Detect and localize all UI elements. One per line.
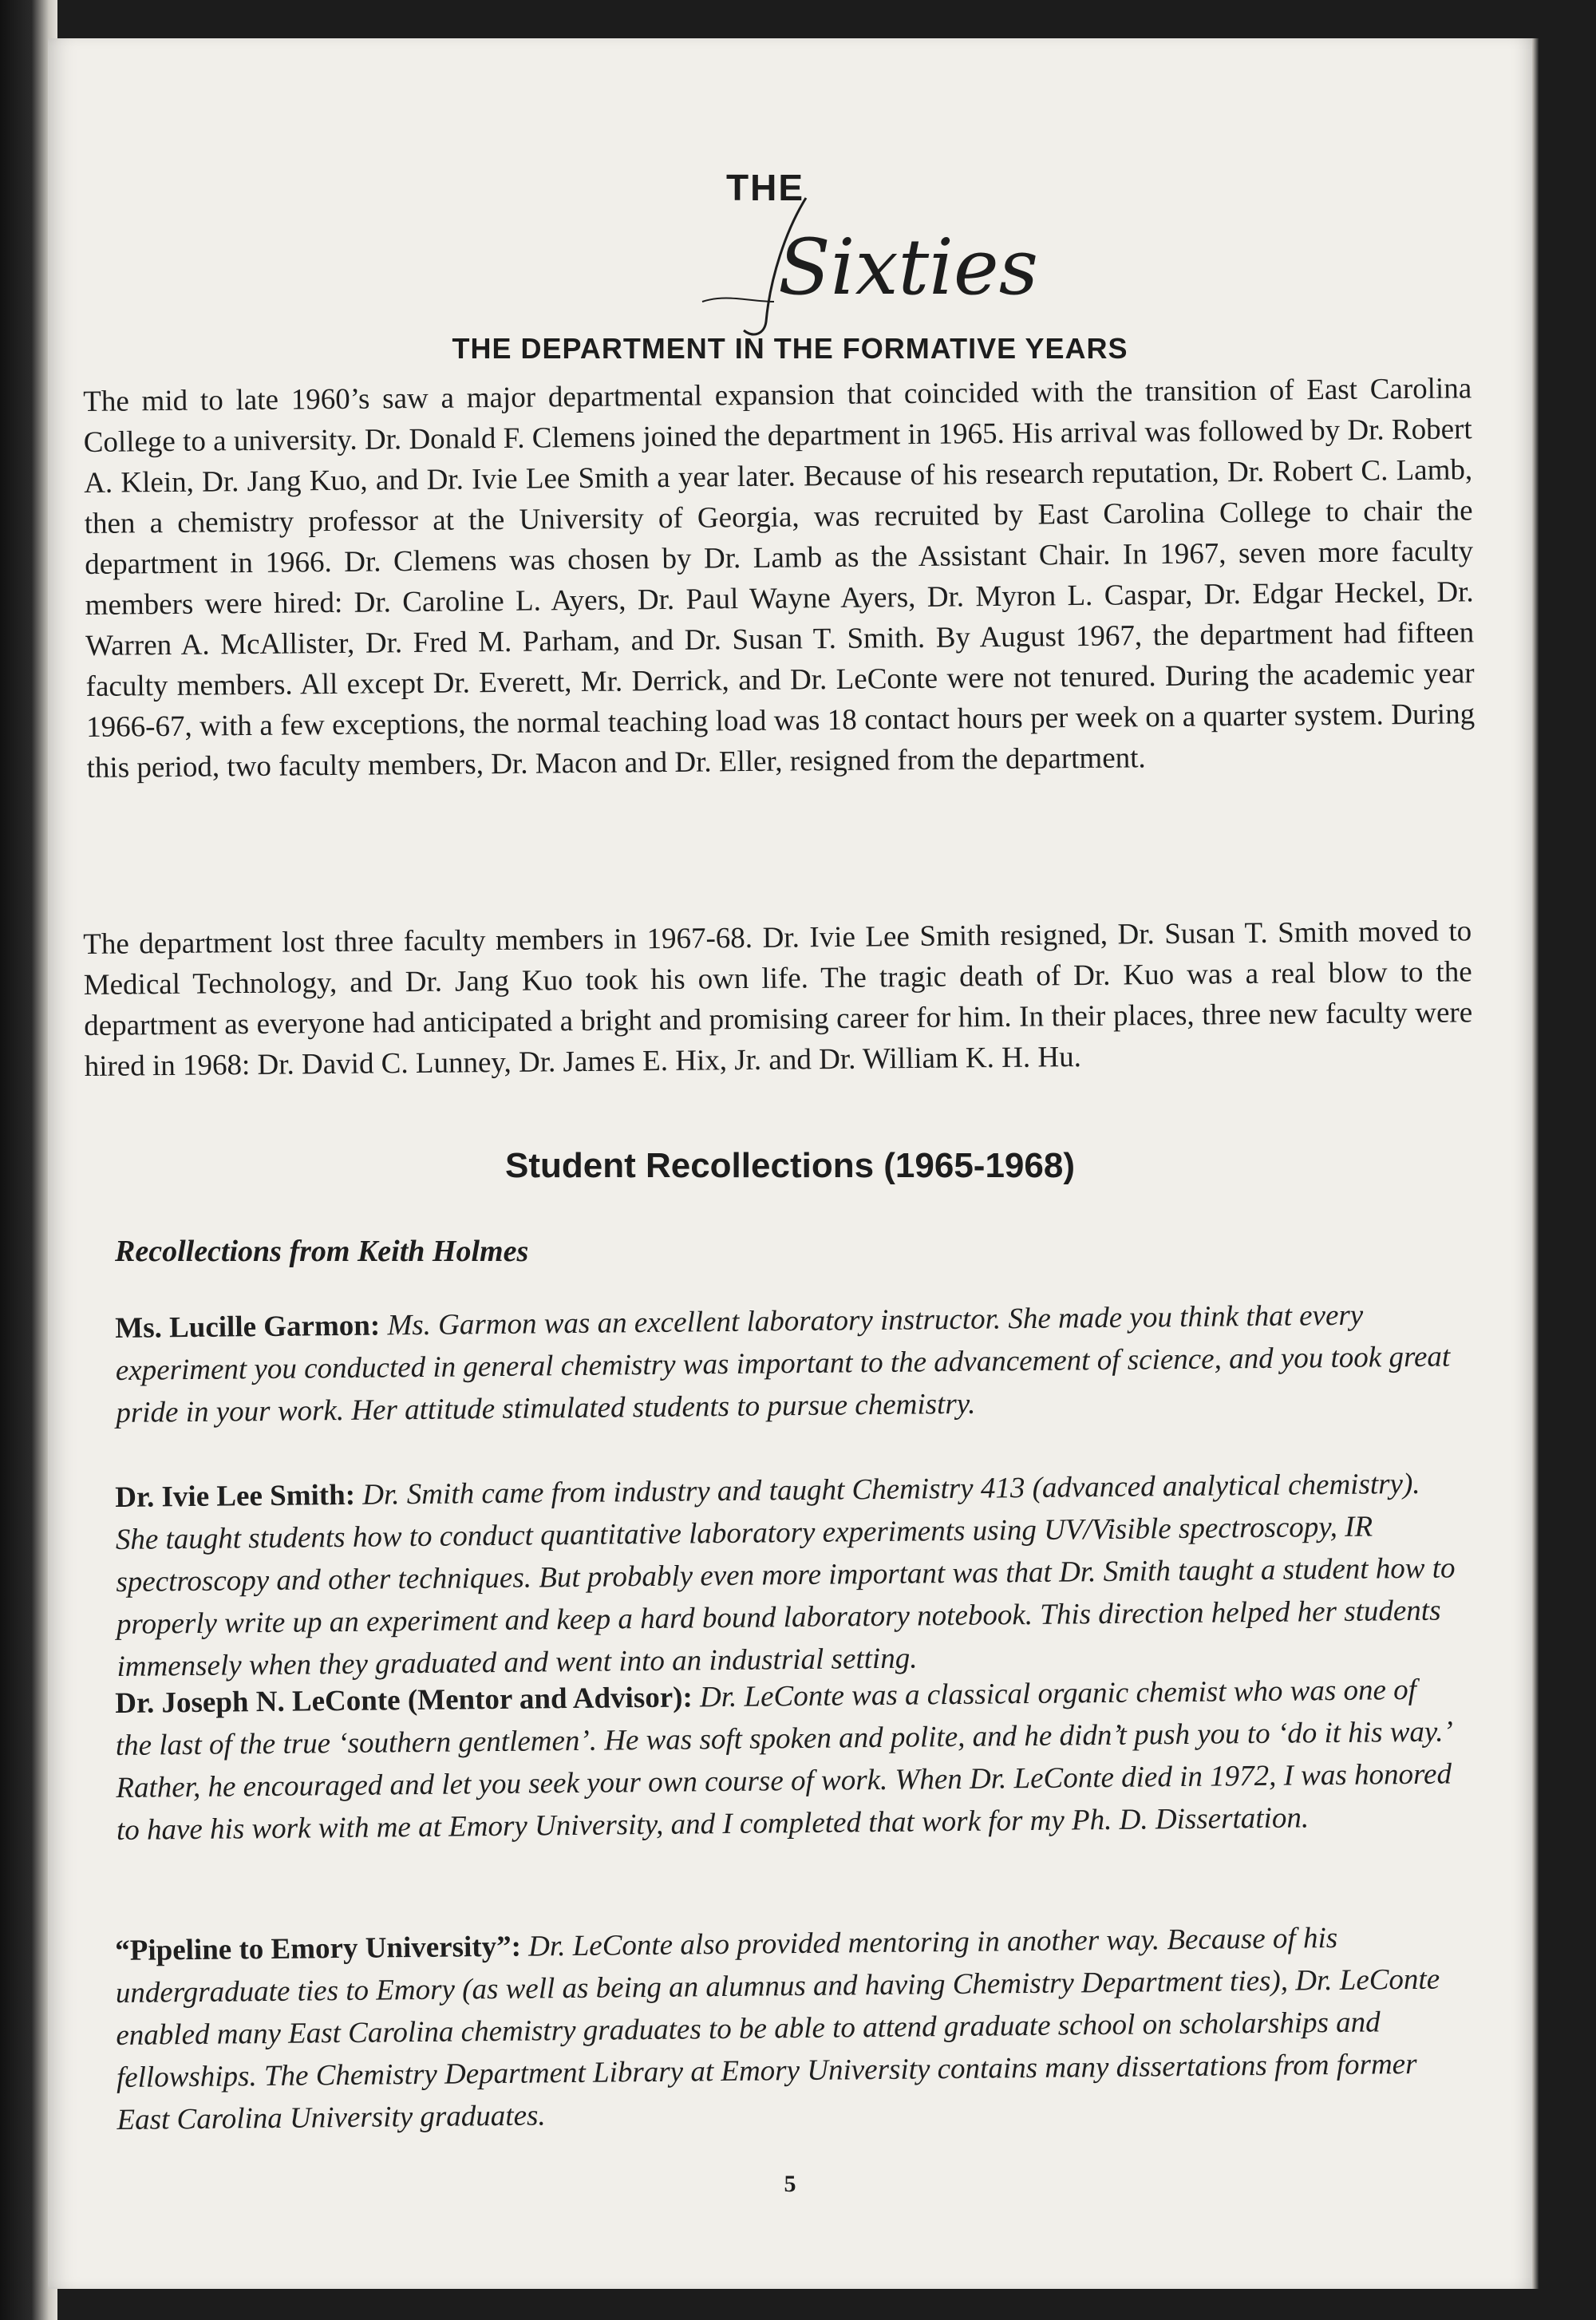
entry-text: Ms. Garmon was an excellent laboratory instructor. She made you think that every experiment you conducted in general chemistry was important to the advancement of science, and you took great pride in your work. Her attitude stimulated students to pursue chemistry. [115,1298,1451,1429]
page-number: 5 [784,2171,796,2197]
second-paragraph: The department lost three faculty members in 1967-68. Dr. Ivie Lee Smith resigned, Dr. Susan T. Smith moved to Medical Technology, and Dr. Jang Kuo took his own life. The tragic death of Dr. Kuo was a real blow to the department as everyone had anticipated a bright and promising career for him. In their places, three new faculty were hired in 1968: Dr. David C. Lunney, Dr. James E. Hix, Jr. and Dr. William K. H. Hu. [83,915,1473,1083]
chapter-subtitle: THE DEPARTMENT IN THE FORMATIVE YEARS [452,332,1128,365]
entry-name: “Pipeline to Emory University”: [115,1930,522,1967]
recollection-entry [115,1462,1458,1688]
entry-name: Ms. Lucille Garmon: [115,1309,381,1345]
recollection-entry [115,1915,1458,2141]
entry-text: Dr. LeConte was a classical organic chemist who was one of the last of the true ‘southern gentlemen’. He was soft spoken and polite, and he didn’t push you to ‘do it his way.’ Rather, he encouraged and let you seek your own course of work. When Dr. LeConte died in 1972, I was honored to have his work with me at Emory University, and I completed that work for my Ph. D. Dissertation. [115,1673,1452,1847]
script-title-text: Sixties [778,223,1038,312]
entry-text: Dr. Smith came from industry and taught Chemistry 413 (advanced analytical chemistry). She taught students how to conduct quantitative laboratory experiments using UV/Visible spectroscopy, IR spectroscopy and other techniques. But probably even more important was that Dr. Smith taught a student how to properly write up an experiment and keep a hard bound laboratory notebook. This direction helped her students immensely when they graduated and went into an industrial setting. [115,1467,1456,1683]
intro-paragraph: The mid to late 1960’s saw a major departmental expansion that coincided with the transition of East Carolina College to a university. Dr. Donald F. Clemens joined the department in 1965. His arrival was followed by Dr. Robert A. Klein, Dr. Jang Kuo, and Dr. Ivie Lee Smith a year later. Because of his research reputation, Dr. Robert C. Lamb, then a chemistry professor at the University of Georgia, was recruited by East Carolina College to chair the department in 1966. Dr. Clemens was chosen by Dr. Lamb as the Assistant Chair. In 1967, seven more faculty members were hired: Dr. Caroline L. Ayers, Dr. Paul Wayne Ayers, Dr. Myron L. Caspar, Dr. Edgar Heckel, Dr. Warren A. McAllister, Dr. Fred M. Parham, and Dr. Susan T. Smith. By August 1967, the department had fifteen faculty members. All except Dr. Everett, Mr. Derrick, and Dr. LeConte were not tenured. During the academic year 1966-67, with a few exceptions, the normal teaching load was 18 contact hours per week on a quarter system. During this period, two faculty members, Dr. Macon and Dr. Eller, resigned from the department. [83,372,1476,785]
entry-name: Dr. Joseph N. LeConte (Mentor and Advisor): [115,1681,693,1720]
title-the: THE [726,167,804,208]
section-heading: Student Recollections (1965-1968) [504,1146,1075,1185]
book-page [48,38,1532,2289]
recollection-entry [115,1668,1457,1852]
entry-text: Dr. LeConte also provided mentoring in another way. Because of his undergraduate ties to Emory (as well as being an alumnus and having Chemistry Department ties), Dr. LeConte enabled many East Carolina chemistry graduates to be able to attend graduate school on scholarships and fellowships. The Chemistry Department Library at Emory University contains many dissertations from former East Carolina University graduates. [115,1921,1440,2136]
entry-name: Dr. Ivie Lee Smith: [115,1478,356,1514]
recollection-entry [115,1293,1457,1434]
chapter-title [48,126,1532,381]
script-title-sixties [606,182,1038,342]
recollections-subheading: Recollections from Keith Holmes [115,1235,529,1268]
